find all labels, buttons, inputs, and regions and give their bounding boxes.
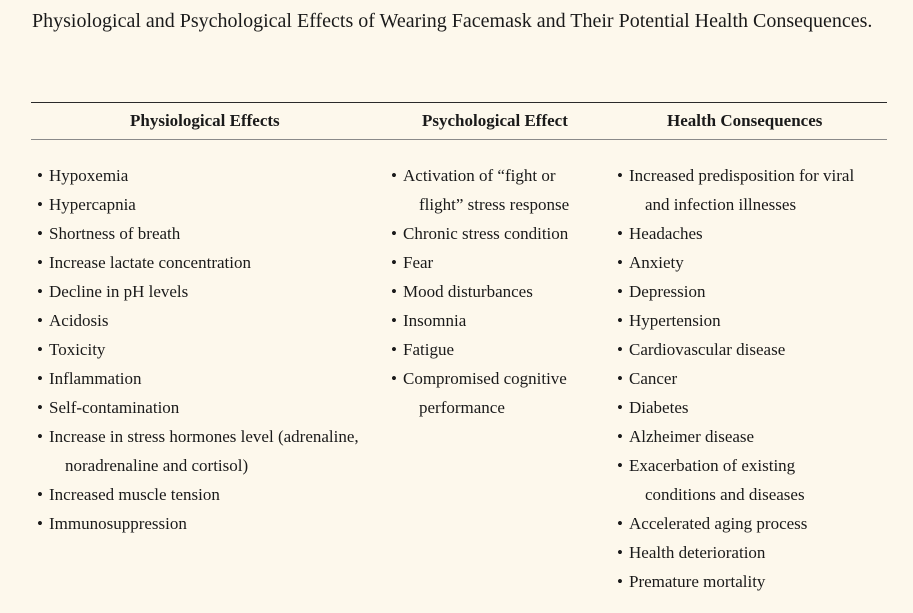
health-consequences-list — [617, 161, 877, 596]
list-item — [617, 335, 877, 364]
list-item-text: Shortness of breath — [49, 224, 181, 243]
list-item-text: Anxiety — [629, 253, 684, 272]
list-item-text: Toxicity — [49, 340, 106, 359]
list-item — [37, 277, 397, 306]
list-item-text: Fear — [403, 253, 434, 272]
list-item — [391, 161, 591, 219]
list-item — [37, 480, 397, 509]
list-item-continuation: performance — [419, 398, 505, 417]
list-item-text: Increase lactate concentration — [49, 253, 251, 272]
list-item-text: Compromised cognitive — [403, 369, 567, 388]
list-item-text: Cancer — [629, 369, 678, 388]
list-item — [617, 306, 877, 335]
list-item-text: Headaches — [629, 224, 703, 243]
physiological-effects-list — [37, 161, 397, 538]
list-item — [617, 393, 877, 422]
list-item — [37, 219, 397, 248]
list-item — [37, 306, 397, 335]
column-header-health: Health Consequences — [667, 111, 823, 130]
list-item-text: Immunosuppression — [49, 514, 187, 533]
list-item — [391, 248, 591, 277]
list-item-continuation: flight” stress response — [419, 195, 570, 214]
list-item-text: Chronic stress condition — [403, 224, 569, 243]
list-item — [617, 161, 877, 219]
list-item — [37, 248, 397, 277]
list-item-text: Self-contamination — [49, 398, 180, 417]
column-header-psychological: Psychological Effect — [422, 111, 568, 130]
list-item-continuation: conditions and diseases — [645, 485, 805, 504]
list-item-text: Insomnia — [403, 311, 467, 330]
list-item — [37, 161, 397, 190]
list-item — [617, 451, 877, 509]
list-item — [37, 509, 397, 538]
list-item — [37, 393, 397, 422]
list-item-text: Depression — [629, 282, 706, 301]
list-item-continuation: and infection illnesses — [645, 195, 797, 214]
list-item-text: Decline in pH levels — [49, 282, 189, 301]
top-rule — [31, 102, 887, 103]
list-item-text: Exacerbation of existing — [629, 456, 796, 475]
list-item-continuation: noradrenaline and cortisol) — [65, 456, 249, 475]
list-item-text: Hypoxemia — [49, 166, 129, 185]
list-item-text: Activation of “fight or — [403, 166, 556, 185]
list-item — [617, 219, 877, 248]
list-item — [391, 306, 591, 335]
header-rule — [31, 139, 887, 140]
list-item — [391, 364, 591, 422]
list-item-text: Increase in stress hormones level (adrenaline, — [49, 427, 359, 446]
list-item — [617, 422, 877, 451]
list-item-text: Fatigue — [403, 340, 454, 359]
list-item — [37, 190, 397, 219]
list-item-text: Inflammation — [49, 369, 142, 388]
list-item — [391, 219, 591, 248]
list-item-text: Mood disturbances — [403, 282, 533, 301]
list-item-text: Increased muscle tension — [49, 485, 220, 504]
list-item-text: Accelerated aging process — [629, 514, 808, 533]
list-item — [617, 277, 877, 306]
psychological-effects-list — [391, 161, 591, 422]
list-item — [37, 335, 397, 364]
list-item — [617, 538, 877, 567]
list-item-text: Alzheimer disease — [629, 427, 755, 446]
list-item — [391, 277, 591, 306]
list-item — [391, 335, 591, 364]
list-item-text: Hypercapnia — [49, 195, 136, 214]
list-item-text: Cardiovascular disease — [629, 340, 786, 359]
list-item-text: Increased predisposition for viral — [629, 166, 855, 185]
list-item-text: Diabetes — [629, 398, 689, 417]
list-item-text: Health deterioration — [629, 543, 766, 562]
list-item — [617, 364, 877, 393]
list-item-text: Acidosis — [49, 311, 109, 330]
list-item-text: Hypertension — [629, 311, 721, 330]
column-header-physiological: Physiological Effects — [130, 111, 280, 130]
list-item — [617, 567, 877, 596]
list-item — [37, 364, 397, 393]
list-item — [617, 509, 877, 538]
list-item — [617, 248, 877, 277]
table-title: Physiological and Psychological Effects of Wearing Facemask and Their Potential Health Consequences. — [32, 10, 873, 32]
list-item-text: Premature mortality — [629, 572, 766, 591]
list-item — [37, 422, 397, 480]
